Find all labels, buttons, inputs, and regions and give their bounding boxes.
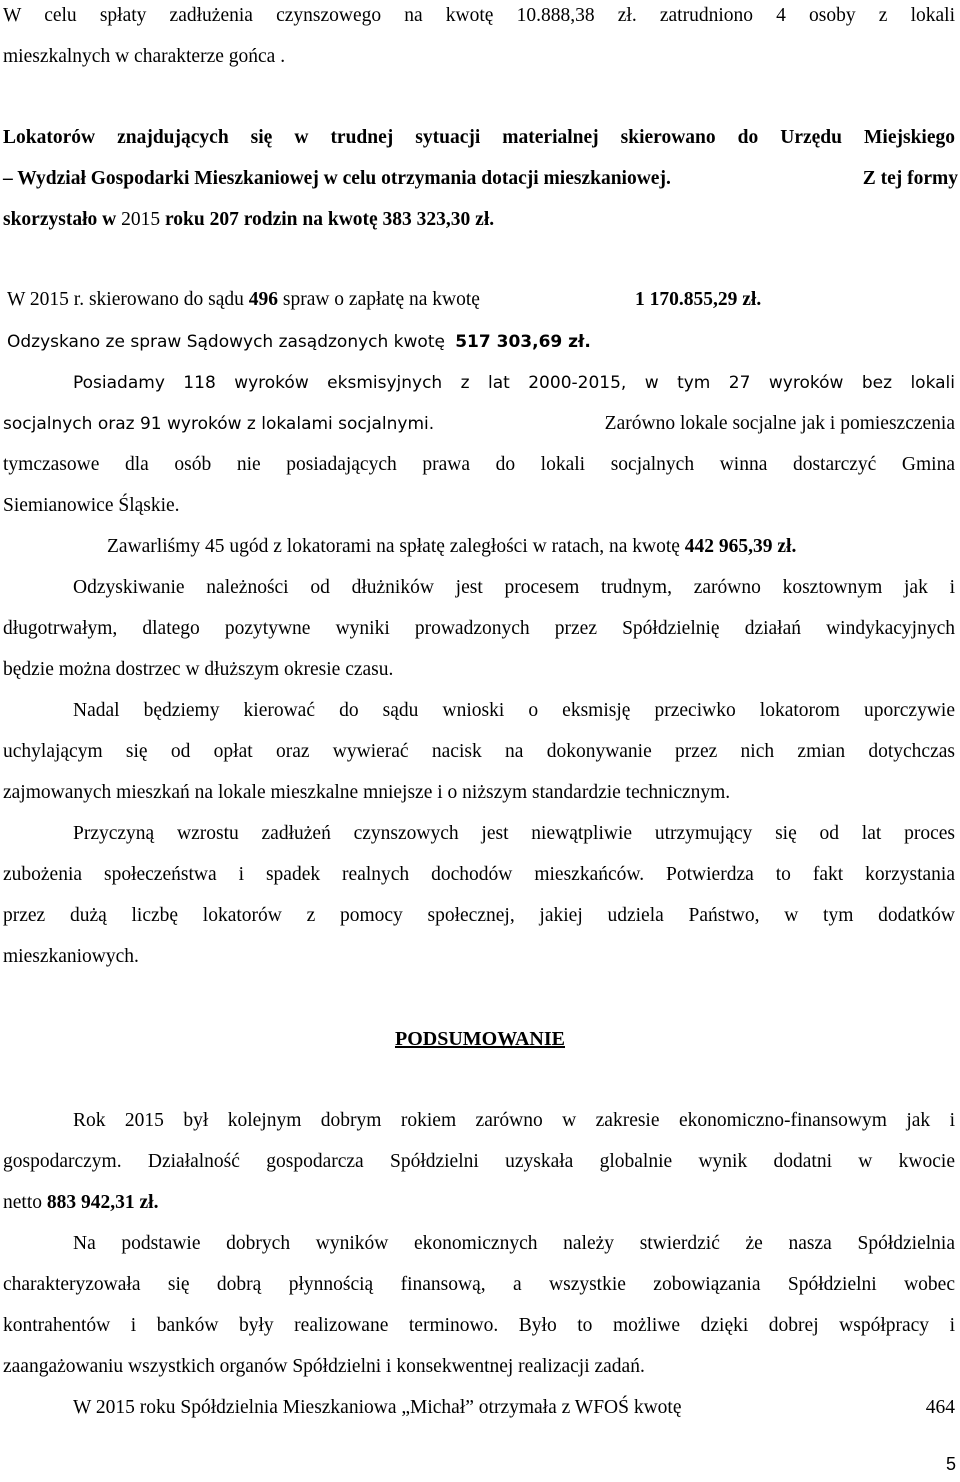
text-segment: Zawarliśmy 45 ugód z lokatorami na spłatę zaległości w ratach, na kwotę: [107, 536, 685, 557]
text-line: [7, 330, 960, 354]
text-segment: tymczasowe dla osób nie posiadających prawa do lokali socjalnych winna dostarczyć Gmina: [3, 454, 955, 475]
text-segment: mieszkalnych w charakterze gońca .: [3, 46, 286, 67]
text-line: [3, 167, 960, 191]
text-line: [3, 126, 955, 150]
text-segment: 2015: [121, 209, 161, 230]
text-line: [7, 288, 960, 312]
text-segment: netto: [3, 1192, 47, 1213]
text-segment: 883 942,31 zł.: [46, 1192, 159, 1213]
page-number: 5: [945, 1454, 956, 1474]
text-line: [73, 371, 955, 395]
text-line: [73, 576, 955, 600]
text-segment: Posiadamy 118 wyroków eksmisyjnych z lat 2000-2015, w tym 27 wyroków bez lokali: [73, 373, 955, 393]
text-segment: Rok 2015 był kolejnym dobrym rokiem zarówno w zakresie ekonomiczno-finansowym jak i: [73, 1110, 955, 1131]
text-segment: Siemianowice Śląskie.: [3, 495, 180, 516]
text-segment: zaangażowaniu wszystkich organów Spółdzielni i konsekwentnej realizacji zadań.: [3, 1356, 645, 1377]
text-line: [3, 1314, 955, 1338]
text-segment: Przyczyną wzrostu zadłużeń czynszowych jest niewątpliwie utrzymujący się od lat proces: [73, 823, 955, 844]
text-segment: W 2015 r. skierowano do sądu: [7, 289, 249, 310]
text-segment: 496: [248, 289, 278, 310]
text-segment: Nadal będziemy kierować do sądu wnioski o eksmisję przeciwko lokatorom uporczywie: [73, 700, 955, 721]
text-segment: będzie można dostrzec w dłuższym okresie czasu.: [3, 659, 394, 680]
text-segment: Lokatorów znajdujących się w trudnej sytuacji materialnej skierowano do Urzędu Miejskiego: [3, 127, 955, 148]
text-line: [3, 1355, 960, 1379]
text-segment: W celu spłaty zadłużenia czynszowego na kwotę 10.888,38 zł. zatrudniono 4 osoby z lokali: [3, 5, 955, 26]
text-line: [3, 617, 955, 641]
heading-text: PODSUMOWANIE: [394, 1028, 565, 1050]
text-line: [3, 1191, 960, 1215]
text-segment: uchylającym się od opłat oraz wywierać nacisk na dokonywanie przez nich zmian dotychczas: [3, 741, 955, 762]
text-line: [73, 699, 955, 723]
text-segment: W 2015 roku Spółdzielnia Mieszkaniowa „Michał” otrzymała z WFOŚ kwotę: [73, 1397, 682, 1418]
text-line: [73, 1232, 955, 1256]
text-line: [3, 494, 960, 518]
text-line: [107, 535, 960, 559]
text-segment: socjalnych oraz 91 wyroków z lokalami socjalnymi.: [3, 414, 435, 434]
text-segment: mieszkaniowych.: [3, 946, 139, 967]
text-segment: zajmowanych mieszkań na lokale mieszkalne mniejsze i o niższym standardzie technicznym.: [3, 782, 731, 803]
text-segment: 464: [925, 1397, 955, 1418]
text-segment: Odzyskiwanie należności od dłużników jest procesem trudnym, zarówno kosztownym jak i: [73, 577, 955, 598]
text-line: [73, 1396, 955, 1420]
text-segment: zubożenia społeczeństwa i spadek realnych dochodów mieszkańców. Potwierdza to fakt korzystania: [3, 864, 955, 885]
text-segment: Z tej formy: [862, 168, 958, 189]
text-line: [3, 658, 960, 682]
text-segment: spraw o zapłatę na kwotę: [277, 289, 480, 310]
text-segment: Zarówno lokale socjalne jak i pomieszczenia: [604, 413, 955, 434]
text-segment: kontrahentów i banków były realizowane terminowo. Było to możliwe dzięki dobrej współpracy i: [3, 1315, 955, 1336]
text-line: [3, 45, 960, 69]
text-line: [3, 208, 960, 232]
text-segment: skorzystało w: [3, 209, 122, 230]
text-segment: 517 303,69 zł.: [455, 332, 591, 352]
text-segment: 442 965,39 zł.: [684, 536, 797, 557]
text-line: [3, 945, 960, 969]
text-segment: Na podstawie dobrych wyników ekonomicznych należy stwierdzić że nasza Spółdzielnia: [73, 1233, 955, 1254]
text-segment: charakteryzowała się dobrą płynnością finansową, a wszystkie zobowiązania Spółdzielni wobec: [3, 1274, 955, 1295]
text-line: [3, 781, 960, 805]
text-segment: długotrwałym, dlatego pozytywne wyniki prowadzonych przez Spółdzielnię działań windykacyjnych: [3, 618, 955, 639]
text-segment: roku 207 rodzin na kwotę 383 323,30 zł.: [160, 209, 495, 230]
text-line: [3, 453, 955, 477]
text-line: [3, 4, 955, 28]
text-line: [3, 1150, 955, 1174]
text-line: [73, 1109, 955, 1133]
text-line: [3, 863, 955, 887]
text-segment: Odzyskano ze spraw Sądowych zasądzonych kwotę: [7, 332, 445, 352]
text-line: [73, 822, 955, 846]
text-segment: – Wydział Gospodarki Mieszkaniowej w celu otrzymania dotacji mieszkaniowej.: [3, 168, 671, 189]
text-line: [3, 740, 955, 764]
text-segment: przez dużą liczbę lokatorów z pomocy społecznej, jakiej udziela Państwo, w tym dodatków: [3, 905, 955, 926]
text-line: [3, 1273, 955, 1297]
text-line: [3, 412, 955, 436]
section-heading: [0, 1027, 960, 1051]
text-segment: 1 170.855,29 zł.: [635, 289, 762, 310]
text-segment: gospodarczym. Działalność gospodarcza Spółdzielni uzyskała globalnie wynik dodatni w kwocie: [3, 1151, 955, 1172]
text-line: [3, 904, 955, 928]
